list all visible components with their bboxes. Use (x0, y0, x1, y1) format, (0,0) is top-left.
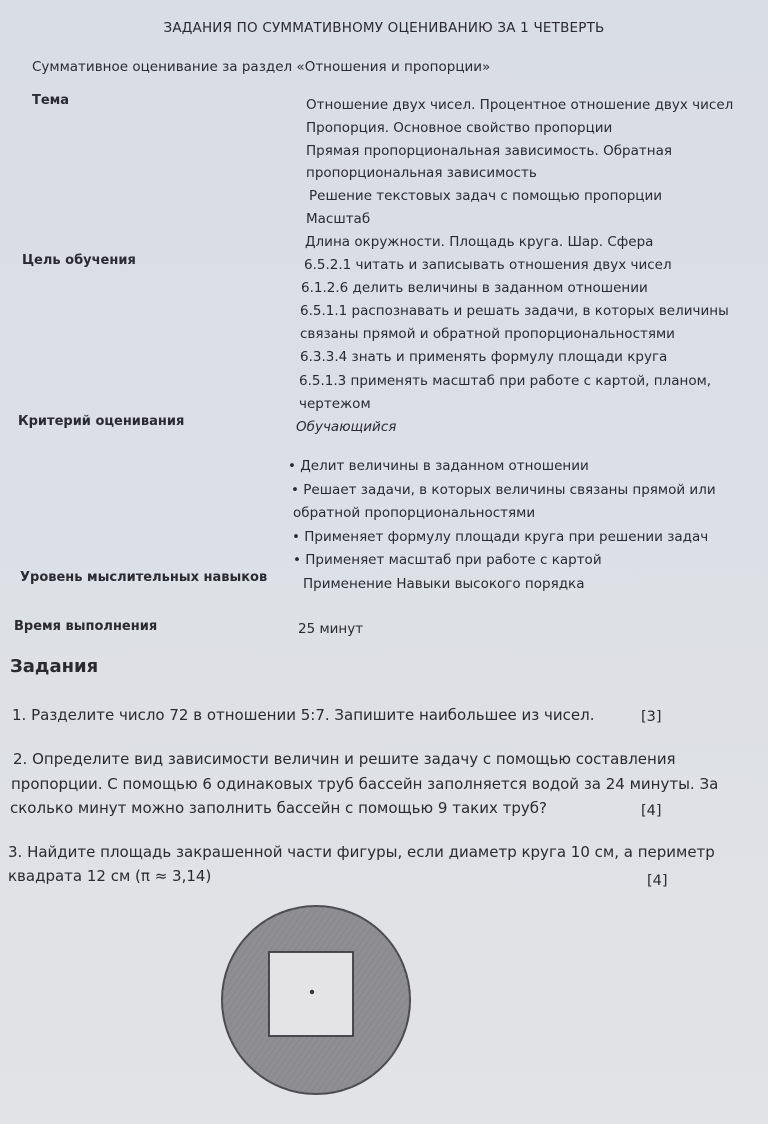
circle-square-figure (218, 902, 414, 1098)
criteria-line: • Применяет масштаб при работе с картой (293, 552, 602, 568)
task-3-text: 3. Найдите площадь закрашенной части фигуры, если диаметр круга 10 см, а периметр (8, 843, 715, 861)
topic-line: Прямая пропорциональная зависимость. Обратная (306, 143, 672, 159)
topic-label: Тема (32, 93, 70, 108)
goal-label: Цель обучения (22, 253, 136, 268)
criteria-line: обратной пропорциональностями (293, 505, 536, 521)
task-2-score: [4] (641, 803, 662, 819)
task-3-score: [4] (647, 873, 668, 889)
goal-line: связаны прямой и обратной пропорциональностями (300, 326, 675, 342)
goal-line: 6.5.2.1 читать и записывать отношения двух чисел (304, 257, 672, 273)
topic-line: Пропорция. Основное свойство пропорции (306, 120, 613, 136)
task-2-text: 2. Определите вид зависимости величин и решите задачу с помощью составления (13, 750, 676, 768)
goal-line: 6.3.3.4 знать и применять формулу площади круга (300, 349, 668, 365)
task-1-text: 1. Разделите число 72 в отношении 5:7. Запишите наибольшее из чисел. (12, 706, 595, 724)
goal-line: 6.5.1.3 применять масштаб при работе с картой, планом, (299, 373, 712, 389)
time-value: 25 минут (298, 621, 364, 637)
skills-label: Уровень мыслительных навыков (20, 570, 268, 585)
document-subtitle: Суммативное оценивание за раздел «Отношения и пропорции» (32, 59, 491, 75)
criteria-label: Критерий оценивания (18, 414, 185, 429)
task-2-text: сколько минут можно заполнить бассейн с помощью 9 таких труб? (10, 799, 547, 817)
inner-square (269, 952, 353, 1036)
task-2-text: пропорции. С помощью 6 одинаковых труб бассейн заполняется водой за 24 минуты. За (11, 775, 719, 793)
time-label: Время выполнения (14, 619, 158, 634)
topic-line: Отношение двух чисел. Процентное отношение двух чисел (306, 97, 734, 113)
skills-value: Применение Навыки высокого порядка (303, 576, 585, 592)
goal-line: 6.1.2.6 делить величины в заданном отношении (301, 280, 648, 296)
task-1-score: [3] (641, 709, 662, 725)
criteria-line: • Применяет формулу площади круга при решении задач (292, 529, 709, 545)
document-title: ЗАДАНИЯ ПО СУММАТИВНОМУ ОЦЕНИВАНИЮ ЗА 1 ЧЕТВЕРТЬ (163, 20, 605, 36)
criteria-intro: Обучающийся (296, 419, 397, 435)
topic-line: пропорциональная зависимость (306, 165, 537, 181)
topic-line: Длина окружности. Площадь круга. Шар. Сфера (305, 234, 654, 250)
center-dot (310, 990, 314, 994)
goal-line: чертежом (299, 396, 371, 412)
criteria-line: • Делит величины в заданном отношении (288, 458, 589, 474)
goal-line: 6.5.1.1 распознавать и решать задачи, в которых величины (300, 303, 729, 319)
topic-line: Решение текстовых задач с помощью пропорции (309, 188, 663, 204)
tasks-heading: Задания (10, 656, 99, 677)
task-3-text: квадрата 12 см (π ≈ 3,14) (8, 867, 212, 885)
criteria-line: • Решает задачи, в которых величины связаны прямой или (291, 482, 716, 498)
topic-line: Масштаб (306, 211, 371, 227)
